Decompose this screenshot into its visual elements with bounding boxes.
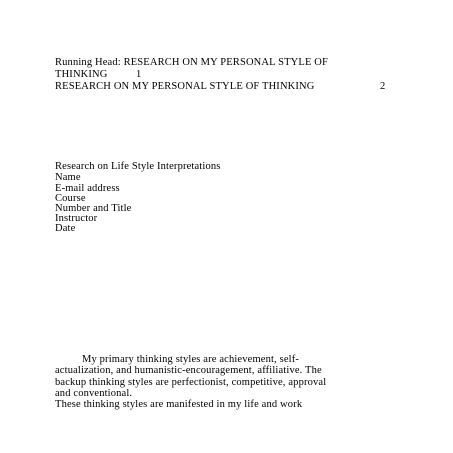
running-head-line-2: THINKING	[55, 69, 108, 80]
course-number-title: Number and Title	[55, 203, 132, 214]
instructor-label: Instructor	[55, 213, 98, 224]
date-label: Date	[55, 223, 76, 234]
body-text-line-4: and conventional.	[55, 388, 133, 399]
author-email: E-mail address	[55, 183, 120, 194]
body-text-line-2: actualization, and humanistic-encouragement, affiliative. The	[55, 365, 322, 376]
paper-title: Research on Life Style Interpretations	[55, 161, 221, 172]
short-title-header: RESEARCH ON MY PERSONAL STYLE OF THINKING	[55, 81, 315, 92]
body-text-line-3: backup thinking styles are perfectionist, competitive, approval	[55, 377, 327, 388]
running-head-line-1: Running Head: RESEARCH ON MY PERSONAL STYLE OF	[55, 57, 329, 68]
course-label: Course	[55, 193, 86, 204]
body-text-line-5: These thinking styles are manifested in my life and work	[55, 399, 303, 410]
page-number-1: 1	[136, 69, 142, 80]
page-number-2: 2	[380, 81, 386, 92]
body-text-line-1: My primary thinking styles are achievement, self-	[82, 354, 299, 365]
author-name: Name	[55, 172, 81, 183]
